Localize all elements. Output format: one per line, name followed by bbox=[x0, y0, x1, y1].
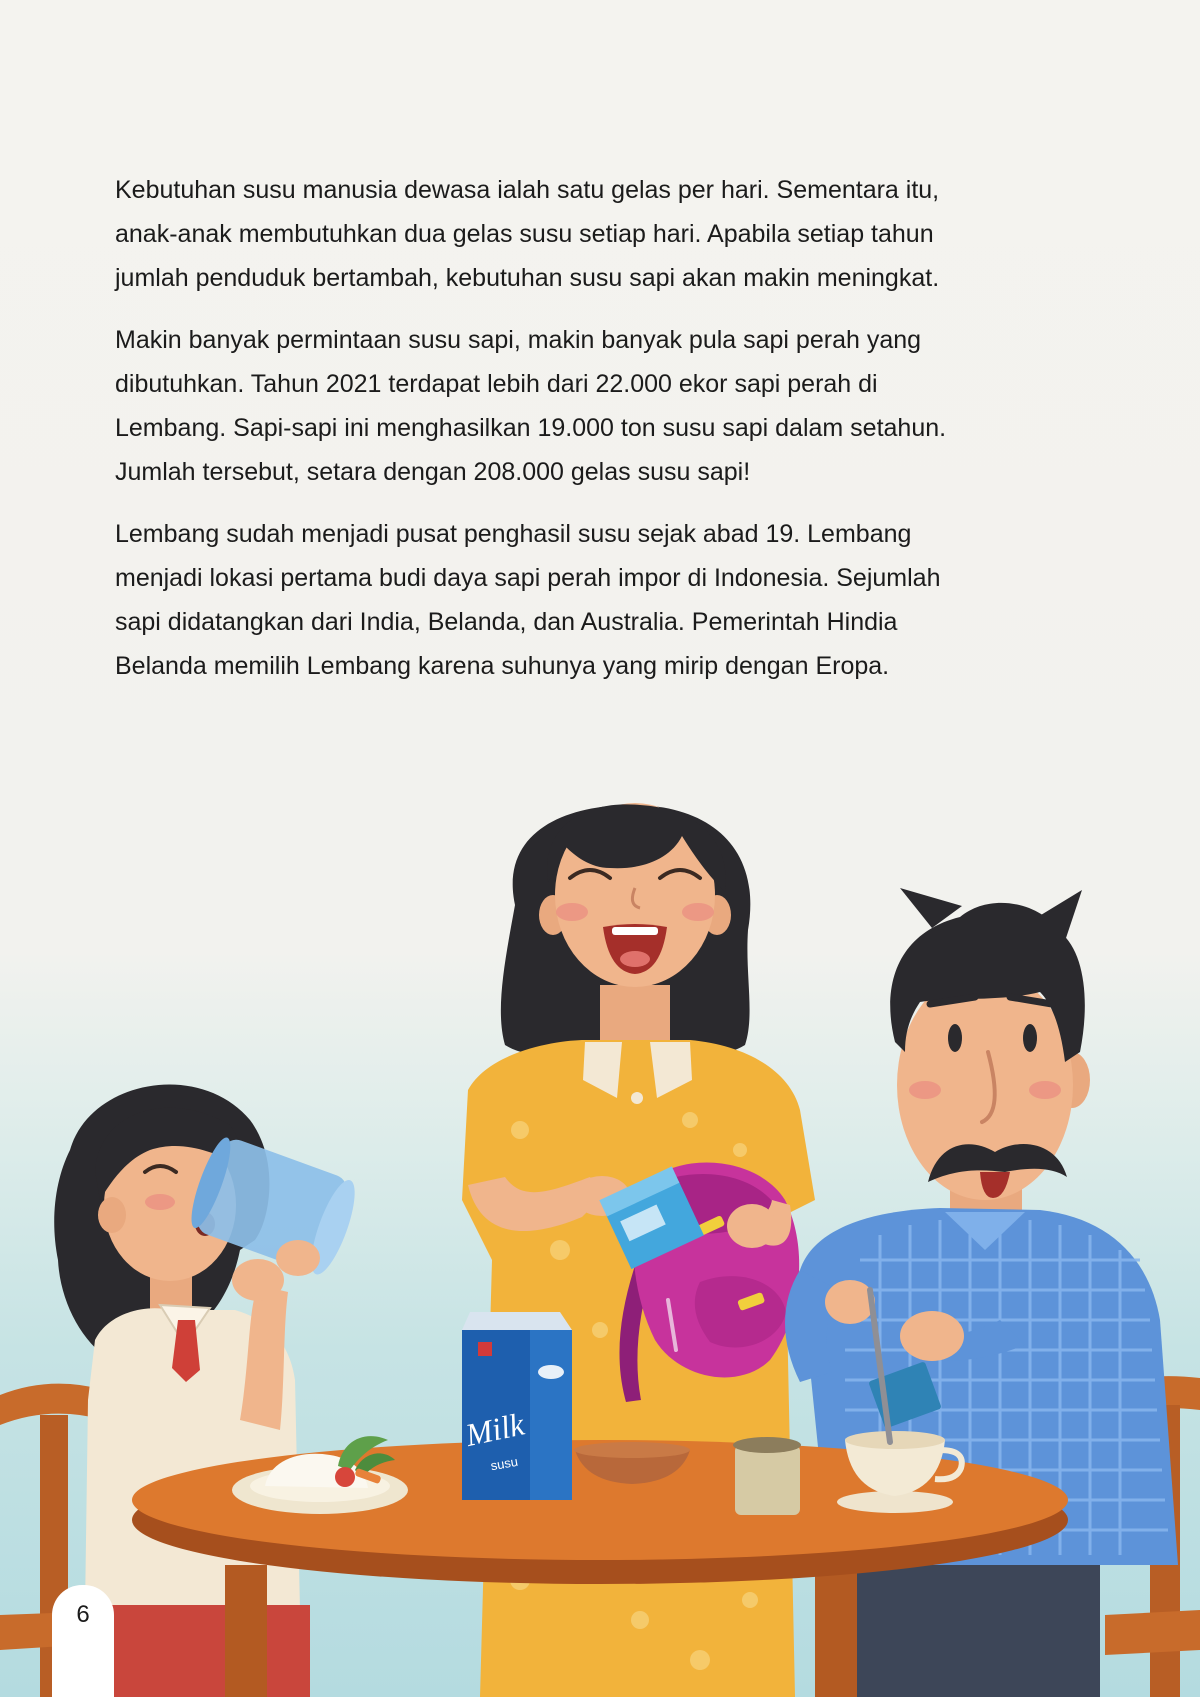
paragraph-2 bbox=[115, 318, 1075, 494]
text-line: dibutuhkan. Tahun 2021 terdapat lebih dari 22.000 ekor sapi perah di bbox=[115, 370, 878, 398]
milk-carton bbox=[461, 1312, 572, 1500]
text-line: Belanda memilih Lembang karena suhunya yang mirip dengan Eropa. bbox=[115, 652, 890, 680]
man-pants bbox=[830, 1560, 1100, 1697]
text-line: Jumlah tersebut, setara dengan 208.000 gelas susu sapi! bbox=[115, 458, 751, 486]
page-number-tab bbox=[52, 1585, 114, 1697]
paragraph-1 bbox=[115, 168, 1075, 300]
text-line: sapi didatangkan dari India, Belanda, dan Australia. Pemerintah Hindia bbox=[115, 608, 898, 636]
milk-carton-subtitle: susu bbox=[489, 1453, 520, 1474]
page-number: 6 bbox=[76, 1601, 90, 1628]
text-line: anak-anak membutuhkan dua gelas susu setiap hari. Apabila setiap tahun bbox=[115, 220, 934, 248]
text-line: Lembang. Sapi-sapi ini menghasilkan 19.000 ton susu sapi dalam setahun. bbox=[115, 414, 947, 442]
text-line: menjadi lokasi pertama budi daya sapi perah impor di Indonesia. Sejumlah bbox=[115, 564, 941, 592]
text-line: Lembang sudah menjadi pusat penghasil susu sejak abad 19. Lembang bbox=[115, 520, 912, 548]
milk-carton-brand: Milk bbox=[462, 1405, 528, 1453]
text-line: Makin banyak permintaan susu sapi, makin banyak pula sapi perah yang bbox=[115, 326, 922, 354]
jar bbox=[733, 1437, 801, 1515]
body-text bbox=[115, 168, 1075, 706]
text-line: Kebutuhan susu manusia dewasa ialah satu gelas per hari. Sementara itu, bbox=[115, 176, 940, 204]
text-line: jumlah penduduk bertambah, kebutuhan susu sapi akan makin meningkat. bbox=[115, 264, 940, 292]
girl-skirt bbox=[85, 1605, 310, 1697]
paragraph-3 bbox=[115, 512, 1075, 688]
